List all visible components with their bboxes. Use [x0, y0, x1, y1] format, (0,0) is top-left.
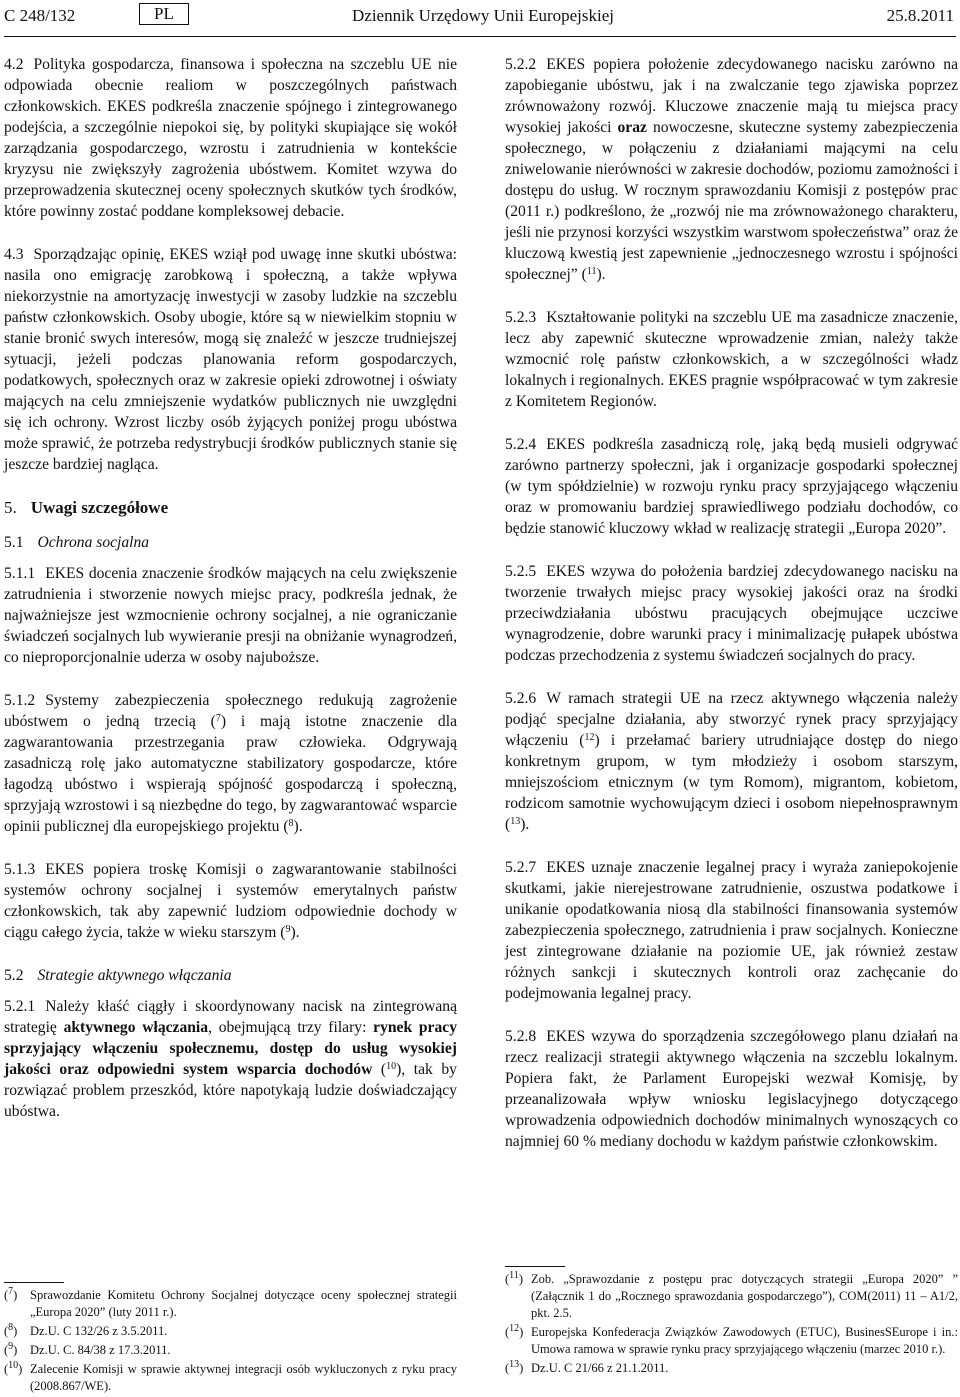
paragraph-text: EKES wzywa do sporządzenia szczegółowego planu działań na rzecz realizacji strategii aktywnego włączenia na szczeblu lokalnym. Popiera fakt, że Parlament Europejski wezwał Komisję, by przeanalizowała wpływ wniosku legislacyjnego dotyczącego wprowadzenia odpowiednich dochodów minimalnych wynoszących co najmniej 60 % mediany dochodu w każdym państwie członkowskim. [505, 1028, 958, 1150]
paragraph-text: Sporządzając opinię, EKES wziął pod uwagę inne skutki ubóstwa: nasila ono emigrację zarobkową i społeczną, a także wpływa niekorzystnie na amortyzację inwestycji w zasoby ludzkie na szczeblu państw członkowskich. Osoby ubogie, które są w niewielkim stopniu w stanie bronić swych interesów, mogą się znaleźć w jeszcze trudniejszej sytuacji, jeżeli podczas planowania reform gospodarczych, podatkowych, społecznych oraz w zakresie opieki zdrowotnej i oświaty mających na celu zmniejszenie wydatków publicznych nie uwzględni się ich ochrony. Wzrost liczby osób żyjących poniżej progu ubóstwa może sprawić, że potrzeba redystrybucji środków publicznych stanie się jeszcze bardziej nagląca. [4, 246, 457, 473]
emphasis-text: aktywnego włączania [63, 1019, 209, 1036]
paragraph-number: 5.1.1 [4, 565, 36, 582]
paragraph-text: EKES popiera położenie zdecydowanego nacisku zarówno na zapobieganie ubóstwu, jak i na zwalczanie tego zjawiska poprzez zrównoważony rozwój. Kluczowe znaczenie mają tu miejsca pracy wysokiej jakości [505, 56, 958, 136]
footnote-text: Zalecenie Komisji w sprawie aktywnej integracji osób wykluczonych z ryku pracy (2008.867/WE). [30, 1362, 457, 1393]
footnotes-right [505, 1271, 958, 1379]
heading-text: Strategie aktywnego włączania [37, 967, 232, 984]
paragraph-5-1-1 [4, 563, 457, 668]
page-header [4, 2, 954, 32]
footnote-ref-8[interactable]: 8 [288, 818, 294, 829]
paragraph-text: EKES docenia znaczenie środków mających na celu zwiększenie zatrudnienia i stworzenie nowych miejsc pracy, podkreśla jednak, że najważniejsze jest wzmocnienie ochrony socjalnej, a nie ograniczanie świadczeń socjalnych lub wywieranie presji na obniżanie wynagrodzeń, co nieproporcjonalnie uderza w osoby najuboższe. [4, 565, 457, 666]
paragraph-text: Należy kłaść ciągły i skoordynowany nacisk na zintegrowaną strategię [4, 998, 457, 1036]
paragraph-5-2-6 [505, 688, 958, 835]
paragraph-number: 4.3 [4, 246, 24, 263]
footnote-divider-left [4, 1282, 64, 1283]
right-column [505, 54, 958, 1174]
paragraph-text: EKES wzywa do położenia bardziej zdecydowanego nacisku na tworzenie trwałych miejsc pracy wysokiej jakości oraz na środki przeciwdziałania ubóstwu pracujących obejmujące uczciwe wynagrodzenie, dobre warunki pracy i minimalizację pułapek ubóstwa podczas przechodzenia z systemu świadczeń socjalnych do pracy. [505, 563, 958, 664]
paragraph-number: 4.2 [4, 56, 24, 73]
footnote-7 [4, 1287, 457, 1321]
heading-number: 5. [4, 498, 17, 517]
emphasis-text: oraz [617, 119, 647, 136]
paragraph-number: 5.2.3 [505, 309, 537, 326]
paragraph-number: 5.1.3 [4, 861, 36, 878]
paragraph-text: ) i mają istotne znaczenie dla zagwarantowania przestrzegania praw człowieka. Odgrywają zasadniczą rolę jako automatyczne stabilizatory gospodarcze, które łagodzą ubóstwo i wspierają spójność gospodarczą i społeczną, sprzyjają wzrostowi i są niezbędne do tego, by zagwarantować wsparcie opinii publicznej dla europejskiego projektu ( [4, 713, 457, 835]
footnote-text: Dz.U. C 132/26 z 3.5.2011. [30, 1324, 168, 1338]
paragraph-5-2-4 [505, 434, 958, 539]
footnote-ref-9[interactable]: 9 [285, 924, 291, 935]
footnote-number: ($^8$) [4, 1322, 18, 1338]
paragraph-text: ( [372, 1061, 387, 1078]
paragraph-text: ). [596, 266, 606, 283]
paragraph-number: 5.2.5 [505, 563, 537, 580]
paragraph-text: ). [293, 818, 303, 835]
paragraph-number: 5.1.2 [4, 692, 36, 709]
footnote-12 [505, 1324, 958, 1358]
footnotes-left [4, 1287, 457, 1397]
heading-number: 5.1 [4, 534, 24, 551]
paragraph-text: Polityka gospodarcza, finansowa i społeczna na szczeblu UE nie odpowiada obecnie realiom w poszczególnych państwach członkowskich. EKES podkreśla znaczenie spójnego i zintegrowanego podejścia, a szczególnie niepokoi się, by polityki skupiające się wokół zarządzania gospodarczego, wzrostu i zatrudnienia w kontekście kryzysu nie zwiększyły zagrożenia ubóstwem. Komitet wzywa do przeprowadzenia skutecznej oceny społecznych skutków tych środków, które powinny zostać poddane kompleksowej debacie. [4, 56, 457, 220]
paragraph-4-3 [4, 244, 457, 475]
heading-text: Uwagi szczegółowe [30, 498, 169, 517]
footnote-text: Europejska Konfederacja Związków Zawodowych (ETUC), BusinesSEurope i in.: Umowa ramowa w sprawie rynku pracy sprzyjającego włączeniu (marzec 2010 r.). [531, 1325, 958, 1356]
paragraph-text: ), tak by rozwiązać problem przeszkód, które napotykają ludzie doświadczający ubóstwa. [4, 1061, 457, 1120]
footnote-ref-7[interactable]: 7 [215, 713, 221, 724]
paragraph-5-2-1 [4, 996, 457, 1122]
paragraph-text: W ramach strategii UE na rzecz aktywnego włączenia należy podjąć specjalne działania, aby stworzyć rynek pracy sprzyjający włączeniu ( [505, 690, 958, 749]
paragraph-number: 5.2.7 [505, 859, 537, 876]
paragraph-5-2-8 [505, 1026, 958, 1152]
footnote-text: Sprawozdanie Komitetu Ochrony Socjalnej dotyczące oceny społecznej strategii „Europa 2020” (luty 2011 r.). [30, 1288, 457, 1319]
paragraph-text: nowoczesne, skuteczne systemy zabezpieczenia społecznego, w połączeniu z działaniami mającymi na celu zniwelowanie nierówności w zakresie dochodów, poziomu zamożności i dostępu do usług. W rocznym sprawozdaniu Komisji z postępów prac (2011 r.) podkreślono, że „rozwój nie ma zrównoważonego charakteru, jeśli nie przynosi korzyści wszystkim warstwom społeczeństwa” oraz że kluczową kwestią jest zapewnienie „jednoczesnego wzrostu i spójności społecznej” ( [505, 119, 958, 283]
footnote-ref-12[interactable]: 12 [584, 732, 595, 743]
footnote-11 [505, 1271, 958, 1322]
paragraph-text: ). [290, 924, 300, 941]
paragraph-5-1-2 [4, 690, 457, 837]
heading-text: Ochrona socjalna [37, 534, 150, 551]
footnote-number: ($^{13}$) [505, 1359, 524, 1375]
footnote-ref-10[interactable]: 10 [386, 1061, 397, 1072]
footnote-number: ($^{10}$) [4, 1360, 23, 1376]
paragraph-number: 5.2.6 [505, 690, 537, 707]
header-divider [4, 36, 956, 37]
emphasis-text: rynek pracy sprzyjający włączeniu społecznemu, dostęp do usług wysokiej jakości oraz odpowiedni system wsparcia dochodów [4, 1019, 457, 1078]
paragraph-5-2-5 [505, 561, 958, 666]
paragraph-4-2 [4, 54, 457, 222]
footnote-number: ($^{12}$) [505, 1323, 524, 1339]
footnote-number: ($^{11}$) [505, 1270, 523, 1286]
section-heading-5 [4, 497, 457, 518]
publication-code: C 248/132 [4, 6, 76, 25]
paragraph-text: , obejmującą trzy filary: [208, 1019, 374, 1036]
paragraph-5-2-2 [505, 54, 958, 285]
footnote-8 [4, 1323, 457, 1340]
footnote-number: ($^9$) [4, 1341, 18, 1357]
footnote-text: Dz.U. C 21/66 z 21.1.2011. [531, 1361, 669, 1375]
paragraph-5-1-3 [4, 859, 457, 943]
left-column [4, 54, 457, 1144]
footnote-13 [505, 1360, 958, 1377]
footnote-number: ($^7$) [4, 1286, 18, 1302]
paragraph-number: 5.2.4 [505, 436, 537, 453]
paragraph-5-2-3 [505, 307, 958, 412]
footnote-text: Zob. „Sprawozdanie z postępu prac dotyczących strategii „Europa 2020” ” (Załącznik 1 do „Rocznego sprawozdania gospodarczego”), COM(2011) 11 – A1/2, pkt. 2.5. [531, 1272, 958, 1320]
paragraph-text: EKES uznaje znaczenie legalnej pracy i wyraża zaniepokojenie skutkami, jakie nierejestrowane zatrudnienie, oszustwa podatkowe i unikanie opodatkowania niosą dla stabilności finansowania systemów zabezpieczenia społecznego, zatrudnienia i praw socjalnych. Konieczne jest zintegrowane działanie na poziomie UE, jak również zestaw różnych sankcji i skutecznych kontroli oraz zachęcanie do podejmowania legalnej pracy. [505, 859, 958, 1002]
subsection-heading-5-1 [4, 532, 457, 553]
publication-date: 25.8.2011 [886, 6, 954, 25]
paragraph-5-2-7 [505, 857, 958, 1004]
paragraph-text: Kształtowanie polityki na szczeblu UE ma zasadnicze znaczenie, lecz aby zapewnić skuteczne wprowadzenie zmian, należy także wzmocnić rolę państw członkowskich, a w szczególności władz lokalnych i regionalnych. EKES pragnie współpracować w tym zakresie z Komitetem Regionów. [505, 309, 958, 410]
subsection-heading-5-2 [4, 965, 457, 986]
paragraph-text: Systemy zabezpieczenia społecznego redukują zagrożenie ubóstwem o jedną trzecią ( [4, 692, 457, 730]
footnote-9 [4, 1342, 457, 1359]
footnote-ref-13[interactable]: 13 [510, 816, 521, 827]
language-badge: PL [139, 3, 189, 25]
paragraph-number: 5.2.8 [505, 1028, 537, 1045]
footnote-divider-right [505, 1266, 565, 1267]
footnote-text: Dz.U. C. 84/38 z 17.3.2011. [30, 1343, 171, 1357]
paragraph-text: EKES podkreśla zasadniczą rolę, jaką będą musieli odgrywać zarówno partnerzy społeczni, jak i organizacje gospodarki społecznej (w tym spółdzielnie) w rozwoju rynku pracy sprzyjającego włączeniu oraz w promowaniu bardziej sprawiedliwego podziału dochodów, co będzie stanowić kluczowy wkład w realizację strategii „Europa 2020”. [505, 436, 958, 537]
paragraph-number: 5.2.1 [4, 998, 36, 1015]
heading-number: 5.2 [4, 967, 24, 984]
footnote-10 [4, 1361, 457, 1395]
footnote-ref-11[interactable]: 11 [586, 266, 597, 277]
paragraph-number: 5.2.2 [505, 56, 537, 73]
paragraph-text: EKES popiera troskę Komisji o zagwarantowanie stabilności systemów ochrony socjalnej i systemów emerytalnych państw członkowskich, tak aby zapewnić ludziom odpowiednie dochody w ciągu całego życia, także w wieku starszym ( [4, 861, 457, 941]
journal-title: Dziennik Urzędowy Unii Europejskiej [352, 6, 615, 25]
paragraph-text: ) i przełamać bariery utrudniające dostęp do niego konkretnym grupom, w tym młodzieży i osobom starszym, mniejszościom etnicznym (w tym Romom), migrantom, kobietom, rodzicom samotnie wychowującym dzieci i osobom niepełnosprawnym ( [505, 732, 959, 833]
paragraph-text: ). [520, 816, 530, 833]
